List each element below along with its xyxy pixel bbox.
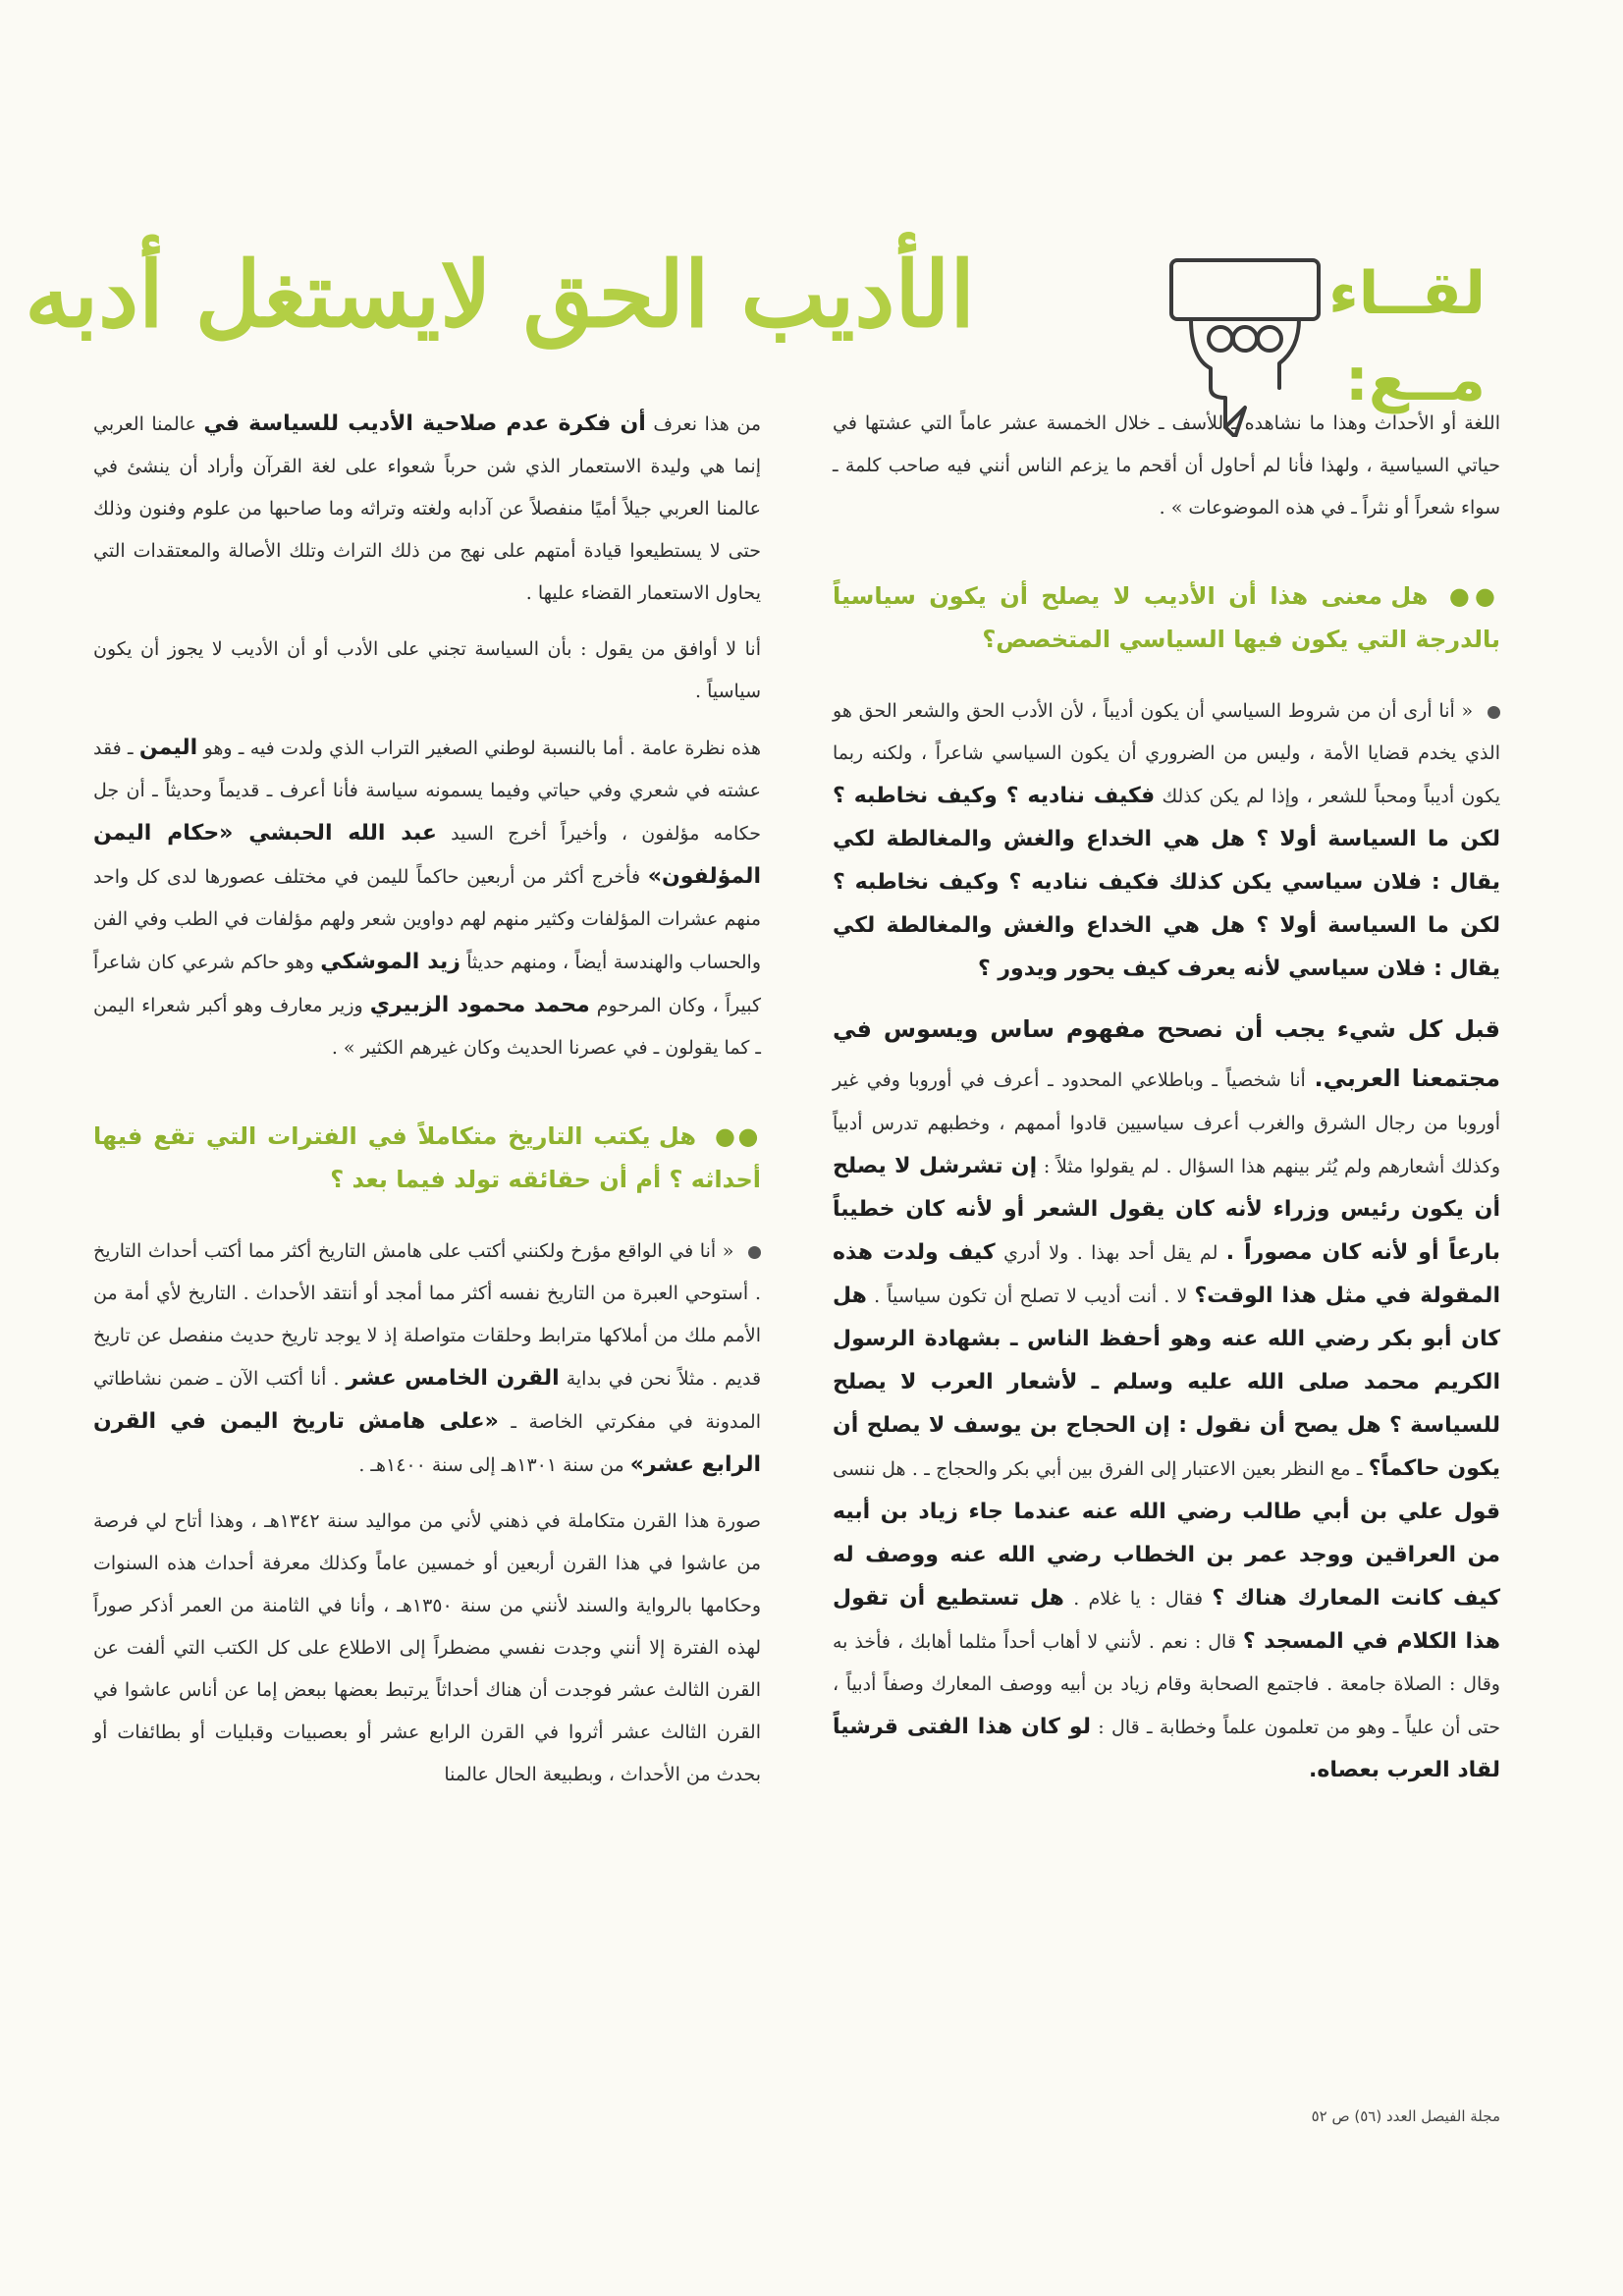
body-text: وزير معارف وهو أكبر شعراء اليمن ـ كما يقولون ـ في عصرنا الحديث وكان غيرهم الكثير » . <box>93 995 761 1059</box>
paragraph <box>833 1005 1500 1792</box>
bold-text: كيف ولدت هذه المقولة في مثل هذا الوقت؟ <box>833 1240 1500 1308</box>
bold-text: لو كان هذا الفتى قرشياً لقاد العرب بعصاه. <box>833 1715 1500 1782</box>
bold-text: اليمن <box>138 736 198 760</box>
body-text: من سنة ١٣٠١هـ إلى سنة ١٤٠٠هـ . <box>358 1454 624 1476</box>
paragraph <box>93 403 761 615</box>
question-text: هل يكتب التاريخ متكاملاً في الفترات التي تقع فيها أحداثه ؟ أم أن حقائقه تولد فيما بعد ؟ <box>93 1122 761 1193</box>
body-text: . أنا أكتب الآن ـ ضمن نشاطاتي المدونة في مفكرتي الخاصة ـ <box>93 1368 761 1433</box>
question-text: هل معنى هذا أن الأديب لا يصلح أن يكون سياسياً بالدرجة التي يكون فيها السياسي المتخصص؟ <box>833 582 1500 653</box>
answer-text: « أنا أرى أن من شروط السياسي أن يكون أديباً ، لأن الأدب الحق والشعر الحق هو الذي يخدم قضايا الأمة ، وليس من الضروري أن يكون السياسي شاعراً ، ولكنه ربما يكون أديباً ومحباً للشعر ، وإذا لم يكن كذلك <box>833 700 1500 807</box>
body-text: من هذا نعرف <box>653 413 761 435</box>
body-text: ـ مع النظر بعين الاعتبار إلى الفرق بين أبي بكر والحجاج ـ . هل ننسى <box>833 1458 1363 1480</box>
answer-paragraph <box>93 1230 761 1487</box>
question-marker-icon: ●● <box>1448 582 1500 610</box>
bold-text: القرن الخامس عشر <box>346 1366 560 1391</box>
bold-text: قول علي بن أبي طالب رضي الله عنه عندما جاء زياد بن أبيه من العراقين ووجد عمر بن الخطاب رضي الله عنه ووصف له كيف كانت المعارك هناك ؟ <box>833 1500 1501 1611</box>
bold-text: زيد الموشكي <box>320 950 460 974</box>
paragraph: صورة هذا القرن متكاملة في ذهني لأني من مواليد سنة ١٣٤٢هـ ، وهذا أتاح لي فرصة من عاشوا في هذا القرن أربعين أو خمسين عاماً وكذلك معرفة أحداث هذه السنوات وحكامها بالرواية والسند لأنني من سنة ١٣٥٠هـ ، وأنا في الثامنة من العمر أذكر صوراً لهذه الفترة إلا أنني وجدت نفسي مضطراً إلى الاطلاع على كل الكتب التي ألفت عن القرن الثالث عشر فوجدت أن هناك أحداثاً يرتبط بعضها ببعض إما عن أناس عاشوا في القرن الثالث عشر أثروا في القرن الرابع عشر أو بعصبيات وقبليات أو بطائفات أو بحدث من الأحداث ، وبطبيعة الحال عالمنا <box>93 1510 762 1785</box>
section-logo <box>1122 201 1486 427</box>
bold-text: هل كان أبو بكر رضي الله عنه وهو أحفظ الناس ـ بشهادة الرسول الكريم محمد صلى الله عليه وسلم ـ لأشعار العرب لا يصلح للسياسة ؟ هل يصح أن نقول : إن الحجاج بن يوسف لا يصلح أن يكون حاكماً؟ <box>833 1284 1500 1481</box>
bold-text: قبل كل شيء يجب أن نصحح مفهوم ساس ويسوس في مجتمعنا العربي. <box>833 1015 1500 1092</box>
body-text: ـ فقد عشته في شعري وفي حياتي وفيما يسمونه سياسة فأنا أعرف ـ قديماً وحديثاً ـ أن جل حكامه مؤلفون ، وأخيراً أخرج السيد <box>93 738 761 845</box>
bullet-icon <box>748 1246 761 1259</box>
right-column <box>833 403 1500 1806</box>
body-text: أنا شخصياً ـ وباطلاعي المحدود ـ أعرف في أوروبا وفي غير أوروبا من رجال الشرق والغرب أعرف سياسيين قادوا أممهم ، وخطبهم تدرس أدبياً وكذلك أشعارهم ولم يُثر بينهم هذا السؤال . لم يقولوا مثلاً : <box>833 1069 1501 1177</box>
bullet-icon <box>1488 706 1500 719</box>
question-marker-icon: ●● <box>714 1122 762 1150</box>
answer-paragraph <box>833 690 1500 991</box>
body-text: فقال : يا غلام . <box>1073 1588 1204 1610</box>
body-text: « أنا في الواقع مؤرخ ولكنني أكتب على هامش التاريخ أكثر مما أكتب أحداث التاريخ . أستوحي العبرة من التاريخ نفسه أكثر مما أمجد أو أنتقد الأحداث . التاريخ لأي أمة من الأمم ملك من أملاكها مترابط وحلقات متواصلة إذ لا يوجد تاريخ حديث منفصل عن تاريخ قديم . مثلاً نحن في بداية <box>93 1240 762 1390</box>
article-title: الأديب الحق لايستغل أدبه <box>25 242 975 348</box>
bold-text: «على هامش تاريخ اليمن في القرن الرابع عشر» <box>93 1409 761 1477</box>
bold-text: محمد محمود الزبيري <box>369 993 590 1017</box>
paragraph: أنا لا أوافق من يقول : بأن السياسة تجني على الأدب أو أن الأديب لا يجوز أن يكون سياسياً . <box>93 638 761 702</box>
paragraph: اللغة أو الأحداث وهذا ما نشاهده ـ للأسف ـ خلال الخمسة عشر عاماً التي عشتها في حياتي السياسية ، ولهذا فأنا لم أحاول أن أقحم ما يزعم الناس أنني فيه صاحب كلمة ـ سواء شعراً أو نثراً ـ في هذه الموضوعات » . <box>833 412 1500 519</box>
body-text: هذه نظرة عامة . أما بالنسبة لوطني الصغير التراب الذي ولدت فيه ـ وهو <box>203 738 761 759</box>
bold-text: إن تشرشل لا يصلح أن يكون رئيس وزراء لأنه كان يقول الشعر أو لأنه كان خطيباً بارعاً أو لأنه كان مصوراً . <box>833 1154 1501 1265</box>
page-footer: مجلة الفيصل العدد (٥٦) ص ٥٢ <box>1311 2107 1500 2125</box>
answer-bold-text: فكيف نناديه ؟ وكيف نخاطبه ؟ لكن ما السياسة أولا ؟ هل هي الخداع والغش والمغالطة لكي يقال : فلان سياسي يكن كذلك فكيف نناديه ؟ وكيف نخاطبه ؟ لكن ما السياسة أولا ؟ هل هي الخداع والغش والمغالطة لكي يقال : فلان سياسي لأنه يعرف كيف يحور ويدور ؟ <box>833 784 1500 981</box>
bold-text: أن فكرة عدم صلاحية الأديب للسياسة في <box>203 411 646 436</box>
left-column <box>93 403 761 1810</box>
body-text: قال : نعم . لأنني لا أهاب أحداً مثلما أهابك ، فأخذ به وقال : الصلاة جامعة . فاجتمع الصحابة وقام زياد بن أبيه ووصف المعارك وصفاً أدبياً ، حتى أن علياً ـ وهو من تعلمون علماً وخطابة ـ قال : <box>833 1631 1500 1738</box>
bold-text: هل تستطيع أن تقول هذا الكلام في المسجد ؟ <box>833 1586 1500 1654</box>
page-header <box>0 147 1623 414</box>
section-label: لقــاء مــع: <box>1328 259 1486 414</box>
body-text: لا . أنت أديب لا تصلح أن تكون سياسياً . <box>874 1285 1188 1307</box>
paragraph <box>93 727 761 1069</box>
body-text: عالمنا العربي إنما هي وليدة الاستعمار الذي شن حرباً شعواء على لغة القرآن وأراد أن ينشئ في عالمنا العربي جيلاً أميًا منفصلاً عن آدابه ولغته وتراثه وما صاحبها من علوم وفنون وذلك حتى لا يستطيعوا قيادة أمتهم على نهج من ذلك التراث وتلك الأصالة والمعتقدات التي يحاول الاستعمار القضاء عليها . <box>93 413 761 604</box>
bold-text: عبد الله الحبشي «حكام اليمن المؤلفون» <box>93 821 761 889</box>
body-text: فأخرج أكثر من أربعين حاكماً لليمن في مختلف عصورها لدى كل واحد منهم عشرات المؤلفات وكثير منهم لهم دواوين شعر ولهم مؤلفات في الطب وفي الفن والحساب والهندسة أيضاً ، ومنهم حديثاً <box>93 866 762 973</box>
question-heading <box>833 574 1500 661</box>
body-text: وهو حاكم شرعي كان شاعراً كبيراً ، وكان المرحوم <box>93 952 761 1016</box>
question-heading <box>93 1115 761 1201</box>
body-text: لم يقل أحد بهذا . ولا أدري <box>1003 1242 1218 1264</box>
